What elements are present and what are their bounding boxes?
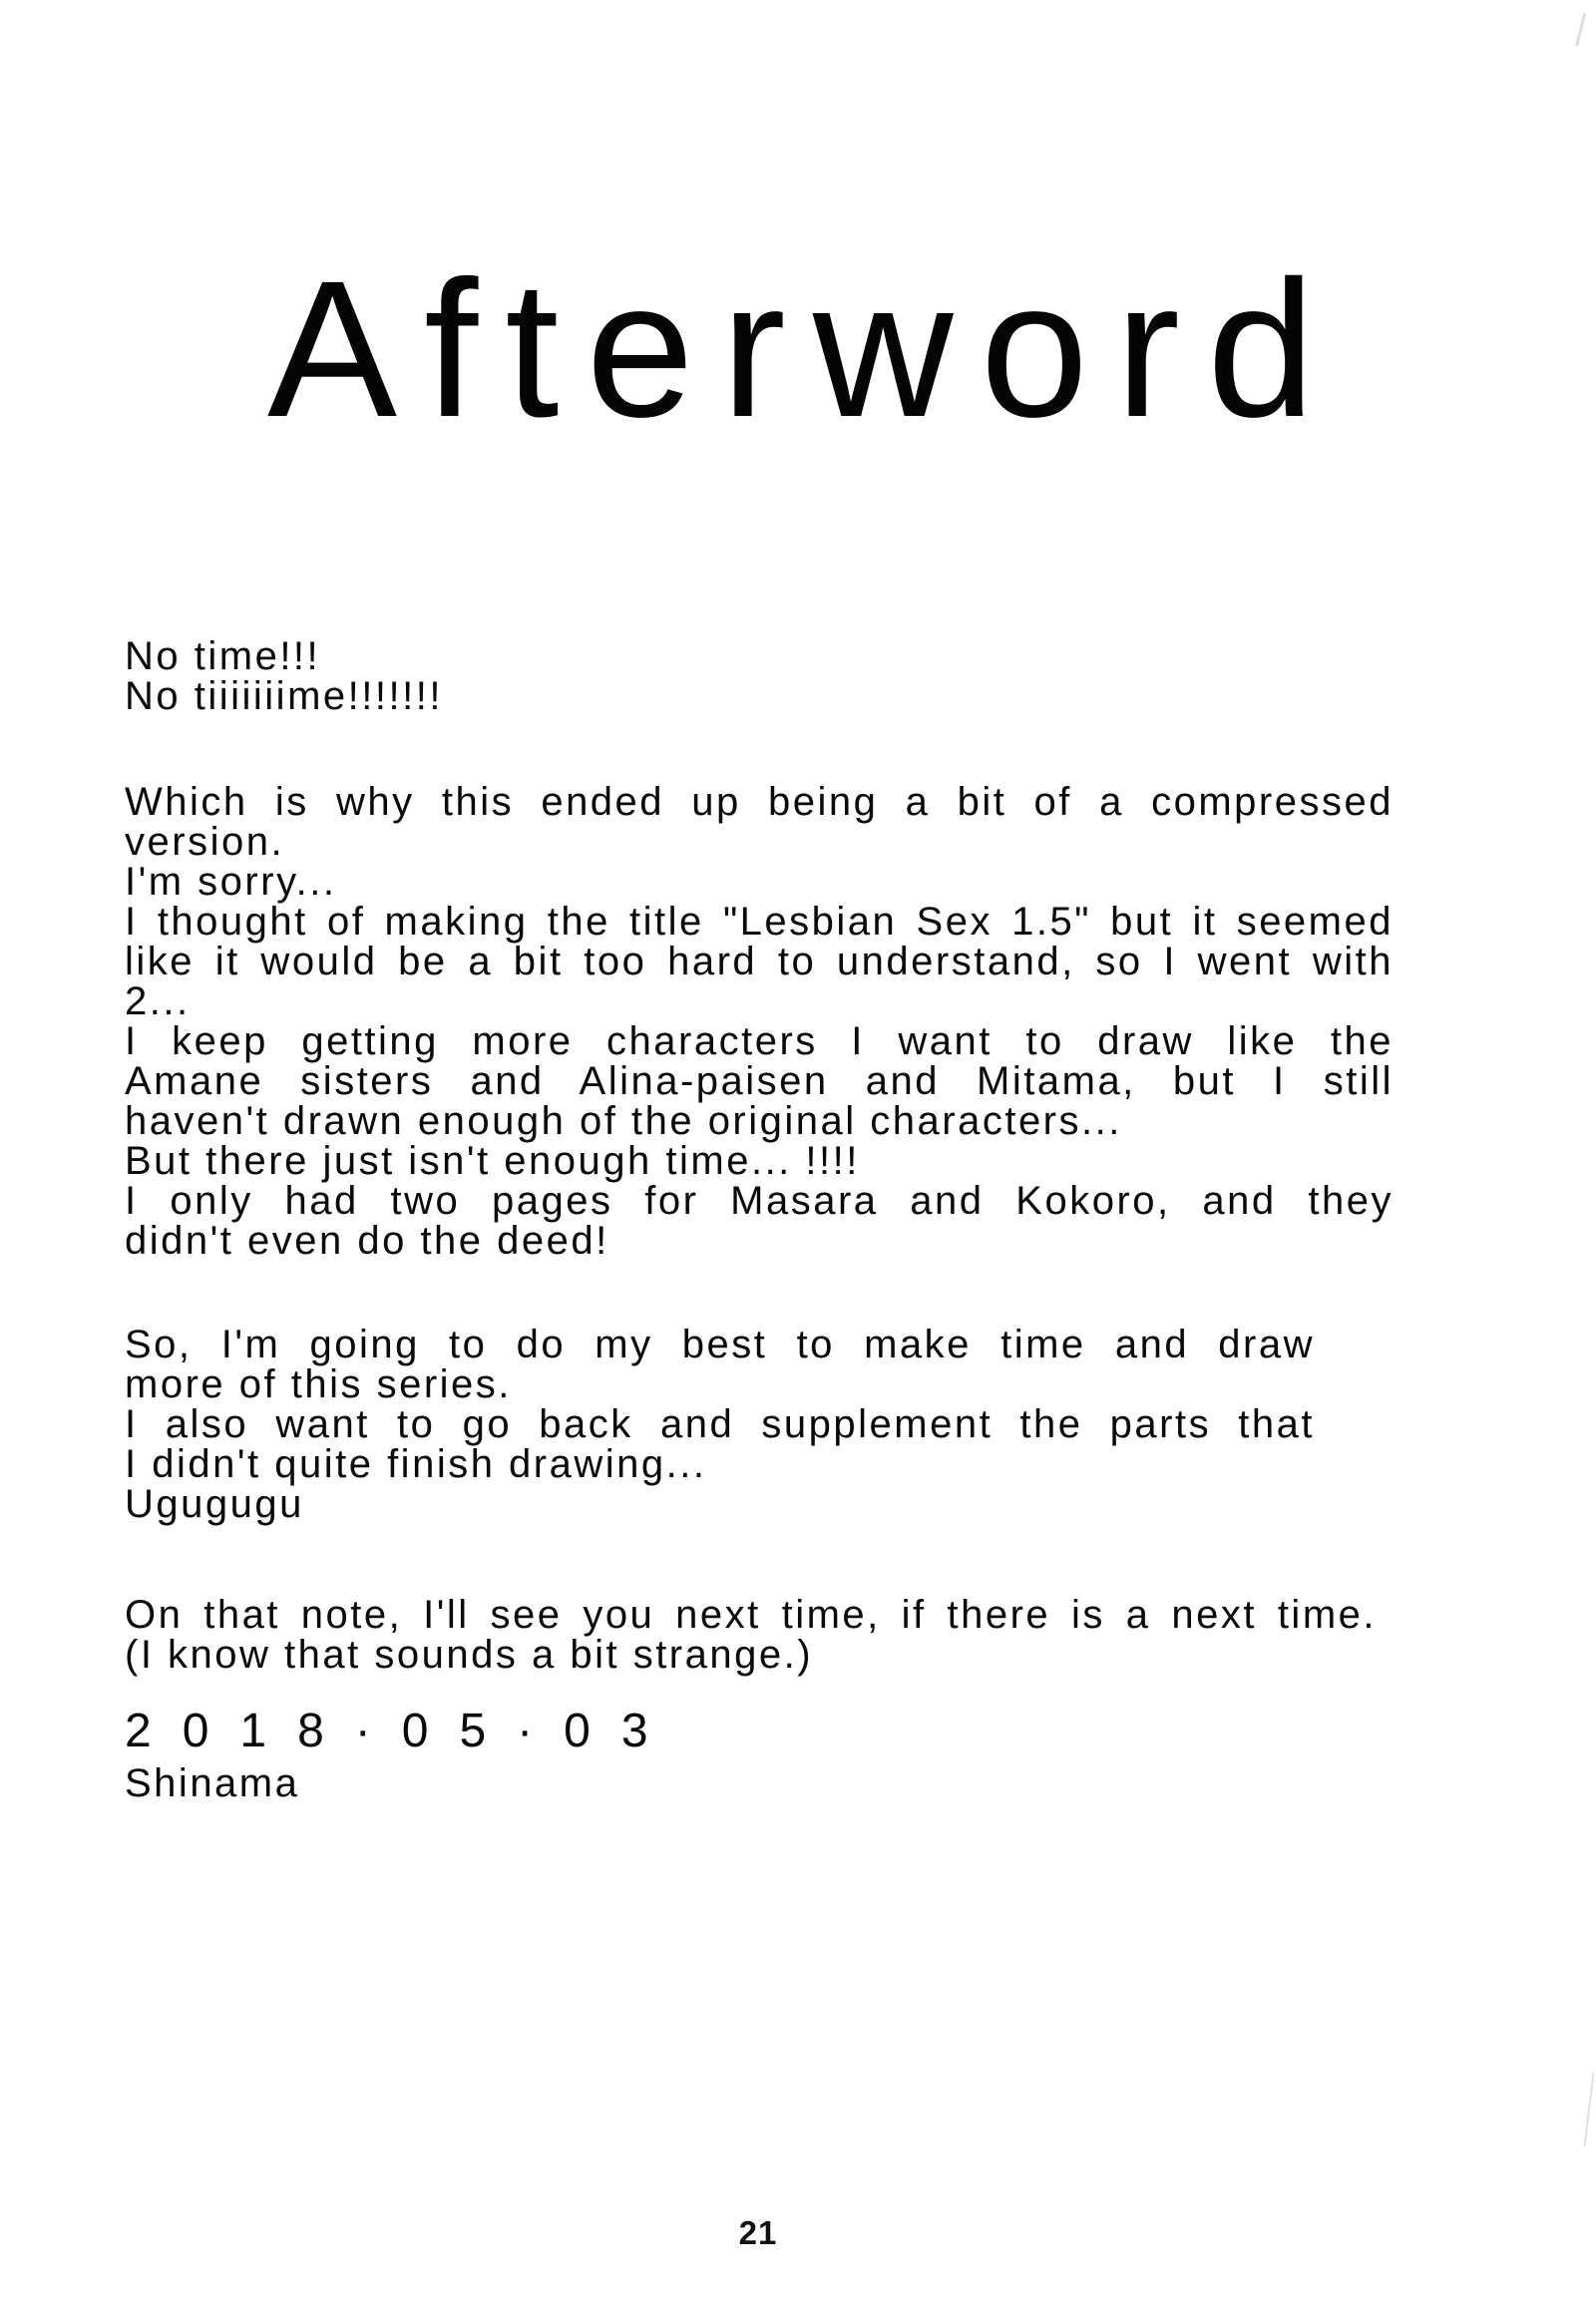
text-line: Amane sisters and Alina-paisen and Mitama, but I still [125,1059,1394,1103]
text-line: (I know that sounds a bit strange.) [125,1633,814,1677]
text-line: I'm sorry... [125,860,337,904]
text-line: haven't drawn enough of the original characters... [125,1099,1122,1143]
paragraph-compressed-version [125,782,1394,1261]
paragraph-see-you-next-time [125,1595,1377,1675]
text-line: like it would be a bit too hard to understand, so I went with [125,940,1394,983]
date: 2018·05·03 [125,1705,679,1757]
text-line: I thought of making the title "Lesbian Sex 1.5" but it seemed [125,900,1394,944]
text-line: I didn't quite finish drawing... [125,1442,707,1486]
page-number: 21 [738,2214,778,2251]
text-line: But there just isn't enough time... !!!! [125,1139,860,1183]
paragraph-no-time [125,636,1394,716]
page-title: Afterword [267,240,1343,458]
text-line: I also want to go back and supplement the parts that [125,1402,1315,1446]
text-line: I keep getting more characters I want to draw like the [125,1019,1394,1063]
text-line: No tiiiiiiime!!!!!!! [125,674,443,718]
text-line: 2... [125,979,191,1023]
text-line: No time!!! [125,634,321,678]
text-line: I only had two pages for Masara and Kokoro, and they [125,1179,1394,1223]
text-line: Ugugugu [125,1482,304,1526]
scan-artifact-top-right [1575,13,1596,49]
text-line: On that note, I'll see you next time, if there is a next time. [125,1593,1377,1637]
text-line: didn't even do the deed! [125,1219,609,1263]
text-line: version. [125,820,285,864]
text-line: Which is why this ended up being a bit of a compressed [125,780,1394,824]
paragraph-make-time [125,1325,1315,1524]
text-line: more of this series. [125,1362,512,1406]
scan-artifact-bottom-right [1583,2073,1594,2146]
text-line: So, I'm going to do my best to make time and draw [125,1323,1315,1366]
author-signature: Shinama [125,1761,300,1805]
